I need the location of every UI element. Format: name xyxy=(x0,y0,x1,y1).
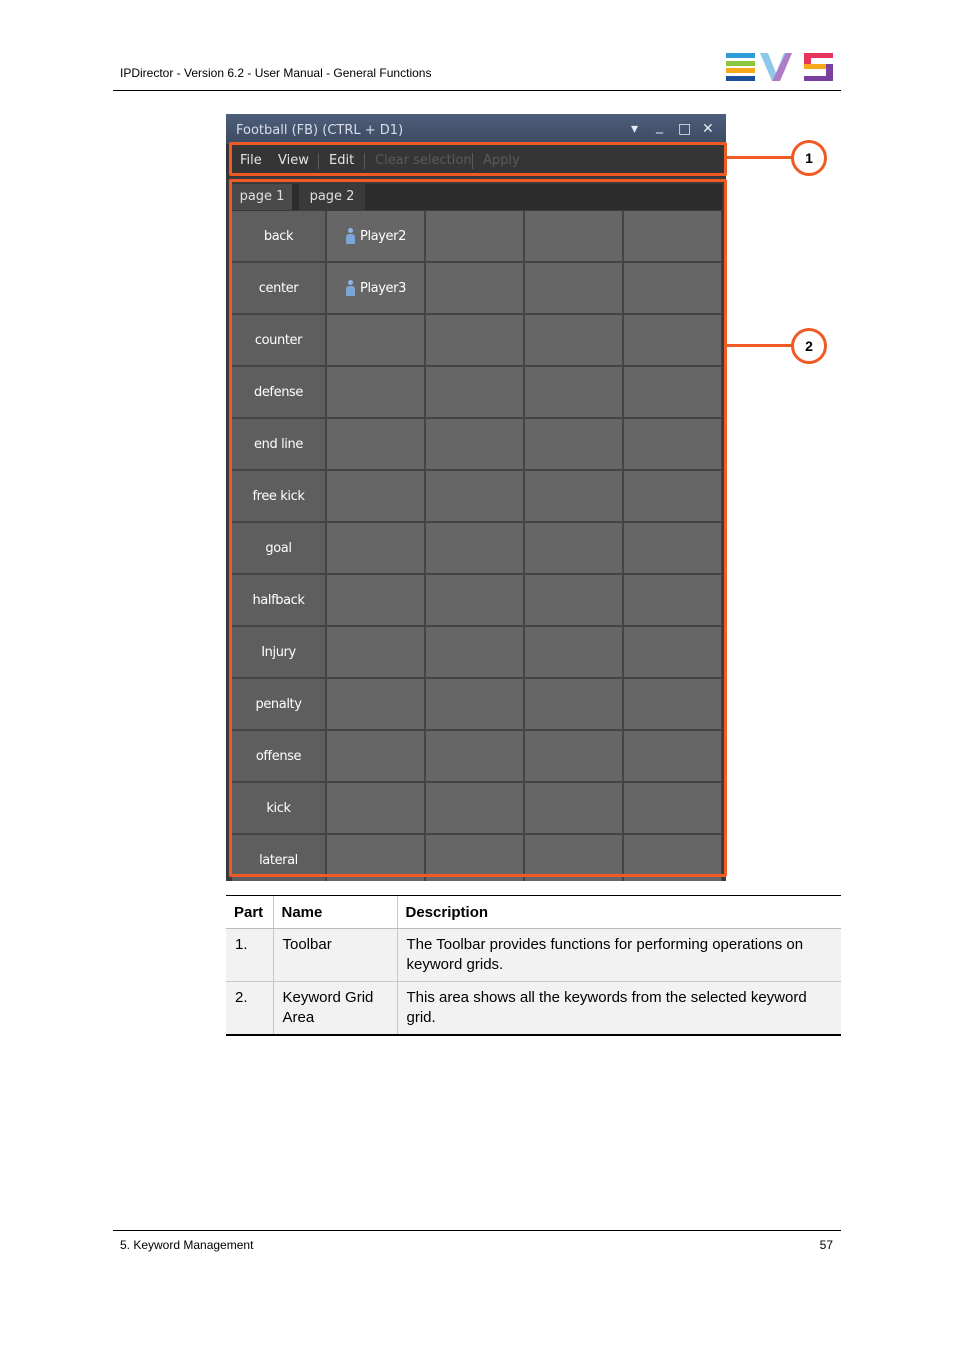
toolbar-highlight xyxy=(229,142,727,176)
maximize-icon[interactable]: □ xyxy=(678,121,692,137)
keyword-cell[interactable]: counter xyxy=(232,315,325,365)
keyword-cell[interactable]: goal xyxy=(232,523,325,573)
col-header-part: Part xyxy=(226,896,273,929)
window-titlebar xyxy=(226,114,726,144)
keyword-cell[interactable]: center xyxy=(232,263,325,313)
table-header-row xyxy=(226,896,841,929)
table-row xyxy=(226,929,841,982)
keyword-cell[interactable]: offense xyxy=(232,731,325,781)
page-number: 57 xyxy=(819,1238,833,1252)
footer-section: 5. Keyword Management xyxy=(120,1238,254,1252)
cell-part: 2. xyxy=(226,982,273,1036)
grid-highlight xyxy=(229,179,727,877)
close-icon[interactable]: ✕ xyxy=(702,121,714,137)
col-header-description: Description xyxy=(397,896,841,929)
cell-description: This area shows all the keywords from the selected keyword grid. xyxy=(397,982,841,1036)
cell-name: Toolbar xyxy=(273,929,397,982)
keyword-cell[interactable]: defense xyxy=(232,367,325,417)
tab-page-1[interactable]: page 1 xyxy=(232,184,292,210)
menu-view[interactable]: View xyxy=(278,153,309,168)
header-title: IPDirector - Version 6.2 - User Manual - General Functions xyxy=(120,66,432,80)
keyword-cell[interactable]: lateral xyxy=(232,835,325,881)
callout-2-line xyxy=(724,344,792,347)
cell-name: Keyword Grid Area xyxy=(273,982,397,1036)
window-title: Football (FB) (CTRL + D1) xyxy=(236,123,404,138)
evs-logo xyxy=(726,53,834,81)
tab-page-2[interactable]: page 2 xyxy=(299,184,365,210)
footer-rule xyxy=(113,1230,841,1231)
keyword-cell[interactable]: kick xyxy=(232,783,325,833)
parts-table xyxy=(226,895,841,1036)
keyword-cell[interactable]: end line xyxy=(232,419,325,469)
header-rule xyxy=(113,90,841,91)
keyword-cell[interactable]: Injury xyxy=(232,627,325,677)
menu-file[interactable]: File xyxy=(240,153,262,168)
callout-1: 1 xyxy=(791,140,827,176)
col-header-name: Name xyxy=(273,896,397,929)
callout-1-line xyxy=(724,156,792,159)
cell-part: 1. xyxy=(226,929,273,982)
dropdown-icon[interactable]: ▾ xyxy=(631,121,639,137)
menu-edit[interactable]: Edit xyxy=(329,153,355,168)
apply-button[interactable]: Apply xyxy=(483,153,520,168)
minimize-icon[interactable]: _ xyxy=(656,118,663,134)
cell-description: The Toolbar provides functions for performing operations on keyword grids. xyxy=(397,929,841,982)
keyword-cell[interactable]: free kick xyxy=(232,471,325,521)
table-row xyxy=(226,982,841,1036)
callout-2: 2 xyxy=(791,328,827,364)
player-label: Player2 xyxy=(360,228,406,244)
keyword-cell[interactable]: back xyxy=(232,211,325,261)
keyword-cell[interactable]: penalty xyxy=(232,679,325,729)
clear-selection-button[interactable]: Clear selection xyxy=(375,153,472,168)
player-label: Player3 xyxy=(360,280,406,296)
keyword-cell[interactable]: halfback xyxy=(232,575,325,625)
